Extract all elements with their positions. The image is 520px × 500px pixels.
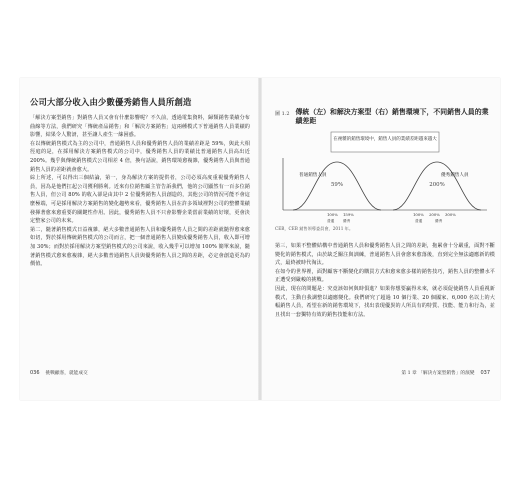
left-xlabel-top: 優秀: [343, 219, 351, 223]
left-tick-159: 159%: [343, 212, 354, 217]
right-page-number: 037: [480, 370, 490, 376]
right-panel-label: 優秀銷售人員: [441, 173, 469, 178]
performance-chart: [275, 128, 495, 224]
callout-text: 在複雜的銷售環境中，銷售人員的業績差距越來越大: [333, 137, 437, 142]
left-page-number: 036: [30, 370, 40, 376]
figure-label: 圖 1.2: [275, 111, 290, 117]
left-page: [30, 92, 250, 392]
left-running-title: 挑戰顧客，就能成交: [45, 371, 88, 376]
book-gutter: [258, 78, 262, 400]
right-tick-300: 300%: [445, 212, 456, 217]
right-tick-100: 100%: [413, 212, 424, 217]
left-paragraph-2: 在以傳統銷售模式為主的公司中，普通銷售人員和優秀銷售人員的業績差距是 59%，與此大相徑庭的是，在採用解決方案銷售模式的公司中，優秀銷售人員的業績比普通銷售人員高出近 200%。幾乎與傳統銷售模式公司相差 4 倍，換句話說，銷售環境愈複雜，優秀銷售人員與普通銷售人員的差距就會愈大。: [30, 140, 250, 173]
right-paragraph-2: 在如今的世界裡，面對顧客不斷變化的購買方式和愈來愈多樣的銷售技巧，銷售人員的整體水平正遭受到嚴峻的挑戰。: [275, 268, 495, 284]
callout-box: [331, 132, 439, 152]
left-tick-100: 100%: [327, 212, 338, 217]
right-peak-label: 200%: [429, 182, 445, 188]
right-paragraph-3: 因此，現在的問題是：究竟該如何與時俱進？如果你想要贏得未來，就必須促使銷售人員重視新模式，主動自我調整以適應變化。我們研究了超過 10 個行業、20 個國家、6,000 名以上的大幅銷售人員，希望在新的銷售環境下，找出表現優異的人所具有的特質、技能、能力和行為，並且找出一套獨特有效的銷售技能和方法。: [275, 285, 495, 318]
section-title: 公司大部分收入由少數優秀銷售人員所創造: [30, 97, 192, 107]
right-paragraph-1: 第三，如果不整體結構中普通銷售人員和優秀銷售人員之間的差距，拖累會十分嚴重，面對不斷變化的銷售模式，由於缺乏關注與訓練，普通銷售人員會愈來愈落後，直到完全無法適應新的模式，最終被時代淘汰。: [275, 243, 495, 267]
left-xlabel-normal: 普通: [327, 219, 335, 223]
left-paragraph-1: 「解決方案型銷售」對銷售人員又會有什麼影響呢？不久前，透過電集資料，歸類銷售業績分布曲線等方法，我們研究「傳統產品銷售」和「解決方案銷售」這兩種模式下普通銷售人員業績的影響，結果令人驚訝，甚至讓人產生一絲困惑。: [30, 115, 250, 139]
right-xlabel-top: 優秀: [435, 219, 443, 223]
left-paragraph-4: 第二，隨著銷售模式日益複雜，絕大多數普通銷售人員和優秀銷售人員之間的差距就隨得愈來愈如切，對於採用傳統銷售模式的公司而言，把一個普通銷售人員變成優秀銷售人員，收入即可增加 30%；而對於採用解決方案型銷售模式的公司來說，收入幾乎可以增加 100% 簡單來說，隨著銷售模式愈來愈複雜，絕大多數普通銷售人員與優秀銷售人員之間的差距，必定會創造更為的價值。: [30, 226, 250, 268]
figure-source: CEB，CEB 銷售領導委員會，2011 年。: [275, 226, 354, 231]
left-panel-label: 普通銷售人員: [299, 173, 327, 178]
right-xlabel-normal: 普通: [415, 219, 423, 223]
right-page: [275, 92, 495, 392]
left-paragraph-3: 綜上所述，可以得出三個結論，第一，身為解決方案的提供者，公司必須高度重視優秀銷售人員，因為是他們扛起公司獲利勝利。近來有位銷售顧主管告訴我們，他的公司顯然有一百多位銷售人員，但公司 80% 的收入卻是由其中 2 位優秀銷售人員創造的，其他公司的情況可能不會這麼極端，可是採用解決方案銷售的變化趨勢來看，優秀銷售人員在許多領域裡對公司的整體業績發揮著愈來愈重要的關鍵性作用。因此，優秀銷售人員不只會影響企業當前業績的好壞，更會決定整家公司的未來。: [30, 175, 250, 225]
left-footer: [30, 370, 88, 376]
figure-header: [275, 108, 495, 126]
right-footer: [401, 370, 490, 376]
right-tick-200: 200%: [429, 212, 440, 217]
right-running-title: 第 1 章 「解決方案型銷售」的演變: [401, 371, 475, 376]
left-peak-label: 59%: [331, 182, 343, 188]
figure-title: 傳統（左）和解決方案型（右）銷售環境下，不同銷售人員的業績差距: [295, 108, 489, 125]
